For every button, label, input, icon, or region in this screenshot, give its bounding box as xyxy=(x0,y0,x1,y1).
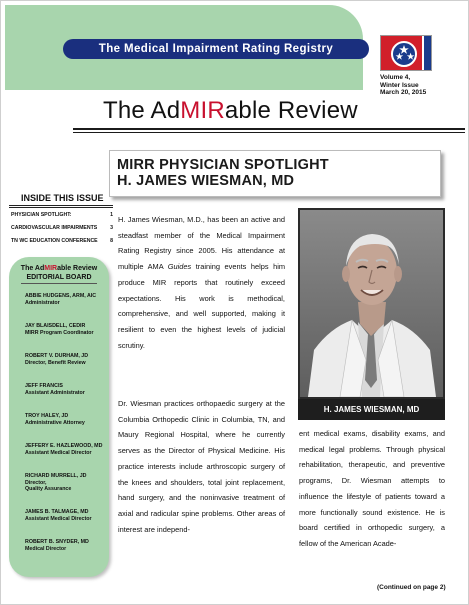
article-paragraph-1 xyxy=(118,212,285,353)
title-highlight: MIR xyxy=(180,97,225,124)
toc-page: 8 xyxy=(110,238,113,244)
member-name: JAMES B. TALMAGE, MD xyxy=(25,509,89,515)
board-member xyxy=(25,353,88,366)
title-rule xyxy=(73,128,465,130)
photo-caption: H. JAMES WIESMAN, MD xyxy=(298,399,445,420)
toc-item[interactable] xyxy=(11,211,113,224)
para2-cont-text: ent medical exams, disability exams, and medical legal problems. Through physical rehabilitation, therapeutic, and preventive programs, Dr. Wiesman attempts to influence the lifestyle of patients toward a more functionally sound existence. He is board certified in orthopedic surgery, a fellow of the American Acade- xyxy=(299,429,445,548)
para1-part-a: H. James Wiesman, M.D., has been an active and steadfast member of the Medical Impairment Rating Registry since 2005. His attendance at multiple AMA xyxy=(118,215,285,272)
toc-item[interactable] xyxy=(11,237,113,250)
board-member xyxy=(25,539,89,552)
article-paragraph-2 xyxy=(118,396,285,537)
board-heading xyxy=(9,265,109,282)
inside-rule-2 xyxy=(9,207,113,208)
toc-label: CARDIOVASCULAR IMPAIRMENTS xyxy=(11,225,98,231)
board-rule xyxy=(21,283,97,284)
issue-volume: Volume 4, xyxy=(380,74,411,81)
member-name: JEFFERY E. HAZLEWOOD, MD xyxy=(25,443,103,449)
title-rule-thin xyxy=(73,132,465,133)
member-role: Director, xyxy=(25,479,47,486)
toc-label: TN WC EDUCATION CONFERENCE xyxy=(11,238,98,244)
title-suffix: able Review xyxy=(224,97,358,124)
para2-text: Dr. Wiesman practices orthopaedic surgery at the Columbia Orthopedic Clinic in Columbia, TN, and Maury Regional Hospital, where he currently serves as the Director of Physical Medicine. His practice interests include arthroscopic surgery of the knees and shoulders, total joint replacement, hand surgery, and the noninvasive treatment of axial and radicular spine problems. Other areas of interest are independ- xyxy=(118,399,285,534)
board-member xyxy=(25,509,92,522)
toc-page: 1 xyxy=(110,212,113,218)
member-name: RICHARD MURRELL, JD xyxy=(25,473,87,479)
title-prefix: The Ad xyxy=(103,97,181,124)
board-head-line2: EDITORIAL BOARD xyxy=(26,273,92,281)
table-of-contents xyxy=(11,211,113,250)
member-name: TROY HALEY, JD xyxy=(25,413,69,419)
board-member xyxy=(25,413,85,426)
member-role: MIRR Program Coordinator xyxy=(25,329,94,336)
newsletter-title xyxy=(103,97,358,125)
spotlight-line2: H. JAMES WIESMAN, MD xyxy=(117,173,295,189)
member-name: ROBERT V. DURHAM, JD xyxy=(25,353,89,359)
physician-portrait-image xyxy=(300,210,443,397)
inside-rule xyxy=(9,205,113,206)
issue-info xyxy=(380,74,426,97)
guides-italic: Guides xyxy=(167,262,192,272)
toc-label: PHYSICIAN SPOTLIGHT: xyxy=(11,212,72,218)
board-member xyxy=(25,473,87,493)
issue-date: March 20, 2015 xyxy=(380,89,427,96)
board-member xyxy=(25,443,102,456)
board-head-suffix: able Review xyxy=(57,265,98,272)
editorial-board-panel xyxy=(9,257,109,577)
article-paragraph-2-continued xyxy=(299,426,445,552)
board-member xyxy=(25,323,94,336)
toc-item[interactable] xyxy=(11,224,113,237)
board-member xyxy=(25,293,96,306)
member-role: Assistant Administrator xyxy=(25,389,85,396)
board-member xyxy=(25,383,85,396)
member-name: ROBERT B. SNYDER, MD xyxy=(25,539,89,545)
para1-part-b: training events helps him produce MIR reports that routinely exceed expectations. His work is methodical, comprehensive, and well supported, making it resilient to even the highest levels of judicial scrutiny. xyxy=(118,262,285,350)
tennessee-flag-icon xyxy=(380,35,432,71)
continued-on-page-link[interactable]: (Continued on page 2) xyxy=(377,584,446,591)
registry-banner: The Medical Impairment Rating Registry xyxy=(63,39,369,59)
member-role-2: Quality Assurance xyxy=(25,486,72,492)
board-head-highlight: MIR xyxy=(44,265,58,272)
toc-page: 3 xyxy=(110,225,113,231)
member-name: JEFF FRANCIS xyxy=(25,383,63,389)
member-role: Administrator xyxy=(25,299,60,306)
issue-season: Winter Issue xyxy=(380,81,419,89)
member-role: Medical Director xyxy=(25,545,67,552)
spotlight-heading-box xyxy=(109,150,441,197)
member-role: Assistant Medical Director xyxy=(25,515,92,522)
physician-photo xyxy=(298,208,445,399)
member-role: Administrative Attorney xyxy=(25,419,85,426)
member-role: Director, Benefit Review xyxy=(25,359,86,366)
inside-this-issue-heading: INSIDE THIS ISSUE xyxy=(21,193,104,203)
spotlight-line1: MIRR PHYSICIAN SPOTLIGHT xyxy=(117,157,329,173)
member-name: JAY BLAISDELL, CEDIR xyxy=(25,323,86,329)
member-role: Assistant Medical Director xyxy=(25,449,92,456)
member-name: ABBIE HUDGENS, ARM, AIC xyxy=(25,293,97,299)
board-head-prefix: The Ad xyxy=(20,265,45,272)
